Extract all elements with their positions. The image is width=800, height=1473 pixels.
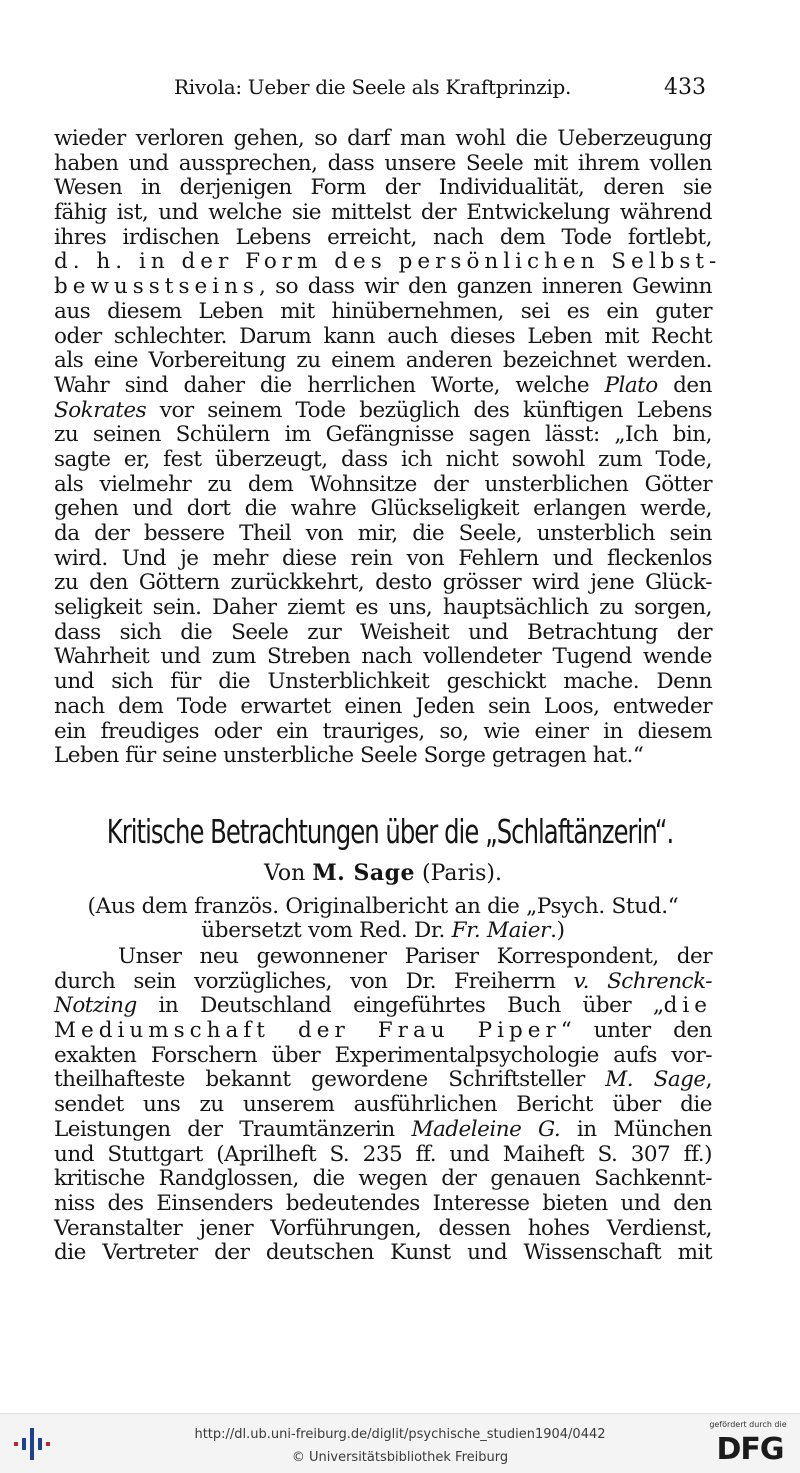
text-line xyxy=(54,970,712,995)
text-line: nach dem Tode erwartet einen Jeden sein Loos, entweder xyxy=(54,693,712,719)
name-sokrates: Sokrates xyxy=(54,397,147,423)
text-fragment: durch sein vorzügliches, von Dr. Freiherrn xyxy=(54,968,574,994)
text-line: Veranstalter jener Vorführungen, dessen hohes Verdienst, xyxy=(54,1215,712,1241)
text-line: zu den Göttern zurückkehrt, desto grösser wird jene Glück- xyxy=(54,570,712,596)
text-line: da der bessere Theil von mir, die Seele, unsterblich sein xyxy=(54,521,712,546)
text-line: zu seinen Schülern im Gefängnisse sagen lässt: „Ich bin, xyxy=(54,422,712,448)
text-line: dass sich die Seele zur Weisheit und Betrachtung der xyxy=(54,619,712,645)
dfg-logo xyxy=(706,1420,790,1468)
running-head: Rivola: Ueber die Seele als Kraftprinzip. xyxy=(174,75,572,99)
page-number: 433 xyxy=(664,75,706,100)
text-line xyxy=(54,1118,712,1143)
text-line: fähig ist, und welche sie mittelst der Entwickelung während xyxy=(54,200,712,226)
text-line: sendet uns zu unserem ausführlichen Bericht über die xyxy=(54,1092,712,1118)
text-line: und Stuttgart (Aprilheft S. 235 ff. und Maiheft S. 307 ff.) xyxy=(54,1141,712,1167)
text-line: d. h. in der Form des persönlichen Selbst- xyxy=(54,249,722,275)
text-line: als vielmehr zu dem Wohnsitze der unsterblichen Götter xyxy=(54,471,712,497)
byline-suffix: (Paris). xyxy=(415,861,502,886)
footer-url-link[interactable]: http://dl.ub.uni-freiburg.de/diglit/psychische_studien1904/0442 xyxy=(194,1427,606,1442)
paragraph-body-2 xyxy=(54,945,712,1266)
dfg-caption: gefördert durch die xyxy=(709,1420,787,1429)
footer-copyright: © Universitätsbibliothek Freiburg xyxy=(291,1450,509,1465)
text-line: Wahrheit und zum Streben nach vollendeter Tugend wende xyxy=(54,644,712,670)
byline-author: M. Sage xyxy=(312,860,416,886)
text-fragment: , so dass wir den ganzen inneren Gewinn xyxy=(258,274,712,300)
text-line xyxy=(54,399,712,424)
text-fragment: den xyxy=(657,372,712,398)
text-line: gehen und dort die wahre Glückseligkeit erlangen werde, xyxy=(54,496,712,522)
spaced-word: bewusstseins xyxy=(54,274,259,300)
text-line: sagte er, fest überzeugt, dass ich nicht sowohl zum Tode, xyxy=(54,446,712,472)
text-line: die Vertreter der deutschen Kunst und Wissenschaft mit xyxy=(54,1240,712,1266)
text-line: Leben für seine unsterbliche Seele Sorge getragen hat.“ xyxy=(54,743,644,769)
text-line: wird. Und je mehr diese rein von Fehlern und fleckenlos xyxy=(54,545,712,571)
dfg-logo-text: DFG xyxy=(716,1432,784,1467)
text-line xyxy=(54,994,712,1019)
footer-bar xyxy=(0,1413,800,1473)
text-line xyxy=(54,275,712,300)
text-line: ein freudiges oder ein trauriges, so, wie einer in diesem xyxy=(54,718,712,744)
text-line: aus diesem Leben mit hinübernehmen, sei es ein guter xyxy=(54,298,712,324)
text-line: ihres irdischen Lebens erreicht, nach dem Tode fortlebt, xyxy=(54,224,712,250)
page-header xyxy=(54,75,712,103)
name-notzing: Notzing xyxy=(54,993,137,1019)
text-fragment: .) xyxy=(550,918,565,943)
name-plato: Plato xyxy=(604,372,658,398)
book-title: Mediumschaft der Frau Piper xyxy=(54,1018,561,1044)
name-sage: M. Sage xyxy=(605,1067,706,1093)
text-fragment: Leistungen der Traumtänzerin xyxy=(54,1116,412,1142)
translator-name: Fr. Maier xyxy=(451,918,551,943)
text-line xyxy=(54,374,712,399)
spaced-word: die xyxy=(663,993,712,1019)
text-fragment: theilhafteste bekannt gewordene Schriftsteller xyxy=(54,1067,606,1093)
translator-note xyxy=(54,918,712,943)
text-line: und sich für die Unsterblichkeit geschickt mache. Denn xyxy=(54,669,712,695)
text-line: haben und aussprechen, dass unsere Seele mit ihrem vollen xyxy=(54,150,712,176)
text-line: niss des Einsenders bedeutendes Interesse bieten und den xyxy=(54,1190,712,1216)
translation-note: (Aus dem französ. Originalbericht an die „Psych. Stud.“ xyxy=(87,894,679,919)
name-madeleine: Madeleine G. xyxy=(411,1116,561,1142)
text-fragment: in München xyxy=(560,1116,712,1142)
article-title: Kritische Betrachtungen über die „Schlaftänzerin“. xyxy=(106,812,674,851)
name-schrenck: v. Schrenck- xyxy=(573,968,712,994)
text-fragment: Wahr sind daher die herrlichen Worte, welche xyxy=(54,372,605,398)
text-line: Wesen in derjenigen Form der Individualität, deren sie xyxy=(54,175,712,201)
text-line: oder schlechter. Darum kann auch dieses Leben mit Recht xyxy=(54,323,712,349)
text-line: exakten Forschern über Experimentalpsychologie aufs vor- xyxy=(54,1042,712,1068)
paragraph-body-1 xyxy=(54,126,722,769)
byline xyxy=(54,860,712,886)
text-line xyxy=(54,1068,712,1093)
text-fragment: , xyxy=(705,1067,712,1093)
text-line: Unser neu gewonnener Pariser Korrespondent, der xyxy=(118,944,712,969)
text-fragment: übersetzt vom Red. Dr. xyxy=(201,918,452,943)
text-line: als eine Vorbereitung zu einem anderen bezeichnet werden. xyxy=(54,348,712,374)
text-line: wieder verloren gehen, so darf man wohl die Ueberzeugung xyxy=(54,126,712,151)
text-line: kritische Randglossen, die wegen der genauen Sachkennt- xyxy=(54,1166,712,1192)
text-fragment: “ unter den xyxy=(560,1018,712,1044)
byline-prefix: Von xyxy=(264,861,313,886)
text-line: seligkeit sein. Daher ziemt es uns, hauptsächlich zu sorgen, xyxy=(54,595,712,621)
text-line xyxy=(54,1019,712,1044)
text-fragment: vor seinem Tode bezüglich des künftigen Lebens xyxy=(146,397,712,423)
text-fragment: in Deutschland eingeführtes Buch über „ xyxy=(136,993,664,1019)
